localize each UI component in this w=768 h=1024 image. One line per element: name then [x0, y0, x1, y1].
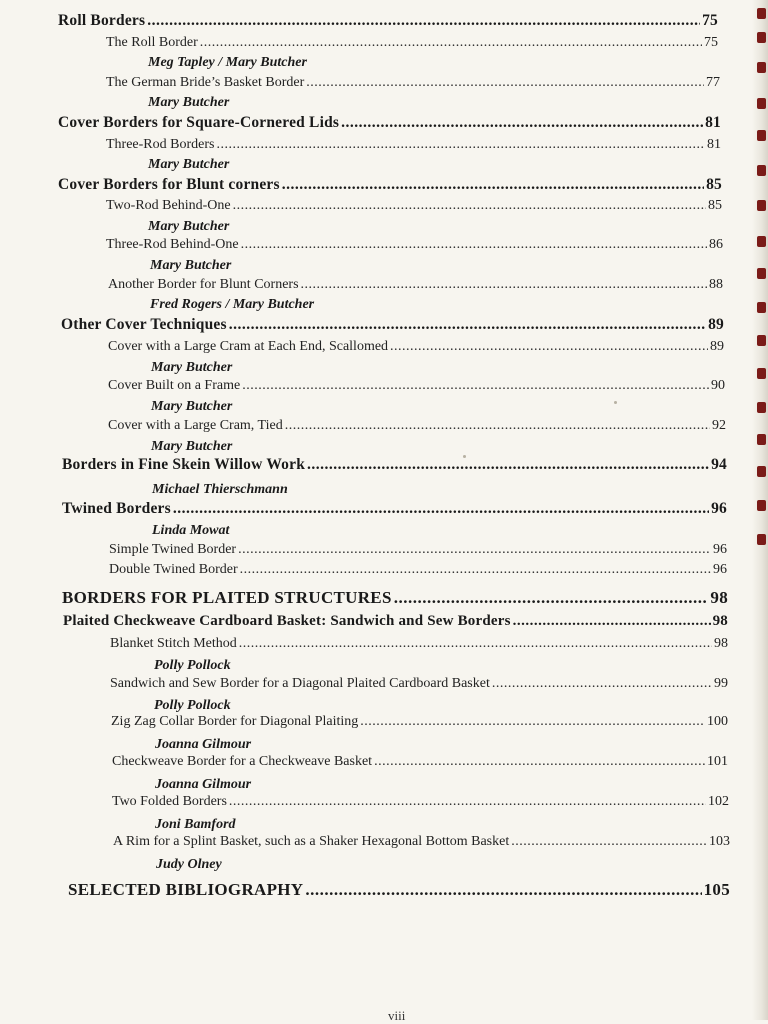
dot-leader: [301, 277, 707, 293]
toc-entry[interactable]: [58, 12, 718, 30]
toc-entry[interactable]: [106, 237, 723, 253]
binding-hole: [757, 130, 766, 141]
toc-entry-title: Zig Zag Collar Border for Diagonal Plaiting: [111, 714, 359, 729]
dot-leader: [374, 754, 705, 770]
dot-leader: [513, 613, 711, 630]
dot-leader: [390, 339, 708, 355]
toc-entry-title: Double Twined Border: [109, 562, 238, 577]
toc-page-number: 103: [709, 834, 730, 849]
toc-entry[interactable]: [111, 714, 728, 730]
toc-page-number: 101: [707, 754, 728, 769]
toc-entry[interactable]: [113, 834, 730, 850]
toc-page-number: 81: [707, 137, 721, 152]
toc-section-heading[interactable]: [68, 880, 730, 900]
toc-author: Mary Butcher: [148, 157, 230, 172]
toc-entry[interactable]: [106, 198, 722, 214]
dot-leader: [233, 198, 706, 214]
binding-hole: [757, 534, 766, 545]
toc-author: Mary Butcher: [151, 439, 233, 454]
dot-leader: [285, 418, 710, 434]
toc-author: Linda Mowat: [152, 523, 230, 538]
toc-entry[interactable]: [106, 137, 721, 153]
toc-entry-title: Blanket Stitch Method: [110, 636, 237, 651]
binding-hole: [757, 268, 766, 279]
binding-hole: [757, 402, 766, 413]
toc-page-number: 81: [705, 114, 721, 131]
toc-entry[interactable]: [106, 35, 718, 51]
toc-page-number: 75: [704, 35, 718, 50]
dot-leader: [242, 378, 709, 394]
dot-leader: [238, 542, 711, 558]
toc-page-number: 92: [712, 418, 726, 433]
binding-hole: [757, 62, 766, 73]
toc-author: Mary Butcher: [150, 258, 232, 273]
toc-author: Polly Pollock: [154, 658, 231, 673]
dot-leader: [305, 880, 701, 900]
toc-entry-title: Borders in Fine Skein Willow Work: [62, 456, 306, 473]
toc-entry[interactable]: [108, 339, 724, 355]
toc-page-number: 85: [708, 198, 722, 213]
toc-entry-title: Sandwich and Sew Border for a Diagonal Plaited Cardboard Basket: [110, 676, 490, 691]
toc-entry[interactable]: [110, 636, 728, 652]
toc-entry-title: Roll Borders: [58, 12, 146, 29]
toc-entry-title: Two-Rod Behind-One: [106, 198, 231, 213]
toc-author: Michael Thierschmann: [152, 482, 288, 497]
toc-page-number: 88: [709, 277, 723, 292]
dot-leader: [492, 676, 712, 692]
spiral-binding: [752, 0, 768, 1020]
dot-leader: [241, 237, 707, 253]
toc-author: Polly Pollock: [154, 698, 231, 713]
toc-page-number: 89: [708, 316, 724, 333]
toc-entry[interactable]: [109, 562, 727, 578]
toc-entry-title: Two Folded Borders: [112, 794, 227, 809]
toc-entry-title: The German Bride’s Basket Border: [106, 75, 305, 90]
toc-entry-title: BORDERS FOR PLAITED STRUCTURES: [62, 588, 392, 607]
dot-leader: [282, 176, 704, 194]
toc-page-number: 85: [706, 176, 722, 193]
dot-leader: [341, 114, 703, 132]
toc-entry[interactable]: [108, 378, 725, 394]
toc-page-number: 102: [708, 794, 729, 809]
toc-author: Mary Butcher: [148, 219, 230, 234]
toc-page-number: 99: [714, 676, 728, 691]
binding-hole: [757, 165, 766, 176]
toc-entry-title: Three-Rod Behind-One: [106, 237, 239, 252]
toc-page-number: 75: [702, 12, 718, 29]
dot-leader: [511, 834, 707, 850]
toc-entry[interactable]: [112, 754, 728, 770]
binding-hole: [757, 335, 766, 346]
toc-author: Joanna Gilmour: [155, 777, 252, 792]
dot-leader: [173, 500, 709, 518]
toc-entry-title: Checkweave Border for a Checkweave Basket: [112, 754, 373, 769]
toc-entry-title: Cover with a Large Cram, Tied: [108, 418, 283, 433]
toc-entry[interactable]: [108, 277, 723, 293]
toc-page-number: 96: [713, 542, 727, 557]
toc-author: Joanna Gilmour: [155, 737, 252, 752]
toc-entry[interactable]: [108, 418, 726, 434]
dot-leader: [306, 75, 704, 91]
toc-entry[interactable]: [110, 676, 728, 692]
toc-page-number: 86: [709, 237, 723, 252]
toc-entry-title: Cover Borders for Blunt corners: [58, 176, 280, 193]
toc-entry-title: Another Border for Blunt Corners: [108, 277, 299, 292]
dot-leader: [216, 137, 705, 153]
toc-author: Joni Bamford: [155, 817, 236, 832]
binding-hole: [757, 98, 766, 109]
toc-entry-title: Three-Rod Borders: [106, 137, 215, 152]
toc-entry-title: Cover with a Large Cram at Each End, Scallomed: [108, 339, 389, 354]
toc-entry[interactable]: [61, 316, 724, 334]
toc-author: Mary Butcher: [151, 360, 233, 375]
binding-hole: [757, 302, 766, 313]
binding-hole: [757, 434, 766, 445]
dot-leader: [394, 588, 709, 608]
dot-leader: [200, 35, 702, 51]
toc-author: Judy Olney: [156, 857, 222, 872]
page-folio: viii: [388, 1008, 406, 1023]
dot-leader: [240, 562, 711, 578]
dot-leader: [360, 714, 705, 730]
toc-entry-title: The Roll Border: [106, 35, 198, 50]
toc-page-number: 98: [712, 613, 728, 629]
toc-entry[interactable]: [112, 794, 729, 810]
dot-leader: [229, 316, 706, 334]
toc-page-number: 105: [703, 880, 730, 899]
toc-page-number: 90: [711, 378, 725, 393]
binding-hole: [757, 500, 766, 511]
toc-entry-title: Plaited Checkweave Cardboard Basket: Sandwich and Sew Borders: [63, 613, 511, 629]
dot-leader: [307, 456, 709, 474]
toc-author: Mary Butcher: [151, 399, 233, 414]
binding-hole: [757, 200, 766, 211]
dot-leader: [239, 636, 712, 652]
dot-leader: [147, 12, 700, 30]
toc-entry[interactable]: [58, 114, 721, 132]
toc-entry-title: Other Cover Techniques: [61, 316, 227, 333]
toc-entry[interactable]: [63, 613, 728, 630]
binding-hole: [757, 8, 766, 19]
toc-entry-title: SELECTED BIBLIOGRAPHY: [68, 880, 304, 899]
toc-page-number: 98: [710, 588, 728, 607]
binding-hole: [757, 32, 766, 43]
dot-leader: [229, 794, 706, 810]
toc-author: Meg Tapley / Mary Butcher: [148, 55, 307, 70]
paper-speck: [463, 455, 466, 458]
toc-author: Mary Butcher: [148, 95, 230, 110]
toc-page-number: 89: [710, 339, 724, 354]
toc-entry[interactable]: [58, 176, 722, 194]
toc-entry-title: Twined Borders: [62, 500, 171, 517]
toc-page-number: 100: [707, 714, 728, 729]
toc-entry[interactable]: [62, 500, 727, 518]
toc-entry-title: A Rim for a Splint Basket, such as a Shaker Hexagonal Bottom Basket: [113, 834, 510, 849]
toc-page-number: 77: [706, 75, 720, 90]
toc-page-number: 94: [711, 456, 727, 473]
toc-entry[interactable]: [106, 75, 720, 91]
toc-page-number: 96: [711, 500, 727, 517]
toc-entry[interactable]: [62, 456, 727, 474]
toc-page-number: 98: [714, 636, 728, 651]
binding-hole: [757, 368, 766, 379]
toc-entry-title: Simple Twined Border: [109, 542, 237, 557]
paper-speck: [614, 401, 617, 404]
toc-page-number: 96: [713, 562, 727, 577]
toc-entry[interactable]: [109, 542, 727, 558]
toc-entry-title: Cover Borders for Square-Cornered Lids: [58, 114, 340, 131]
toc-entry-title: Cover Built on a Frame: [108, 378, 241, 393]
toc-section-heading[interactable]: [62, 588, 728, 608]
toc-author: Fred Rogers / Mary Butcher: [150, 297, 315, 312]
binding-hole: [757, 466, 766, 477]
binding-hole: [757, 236, 766, 247]
